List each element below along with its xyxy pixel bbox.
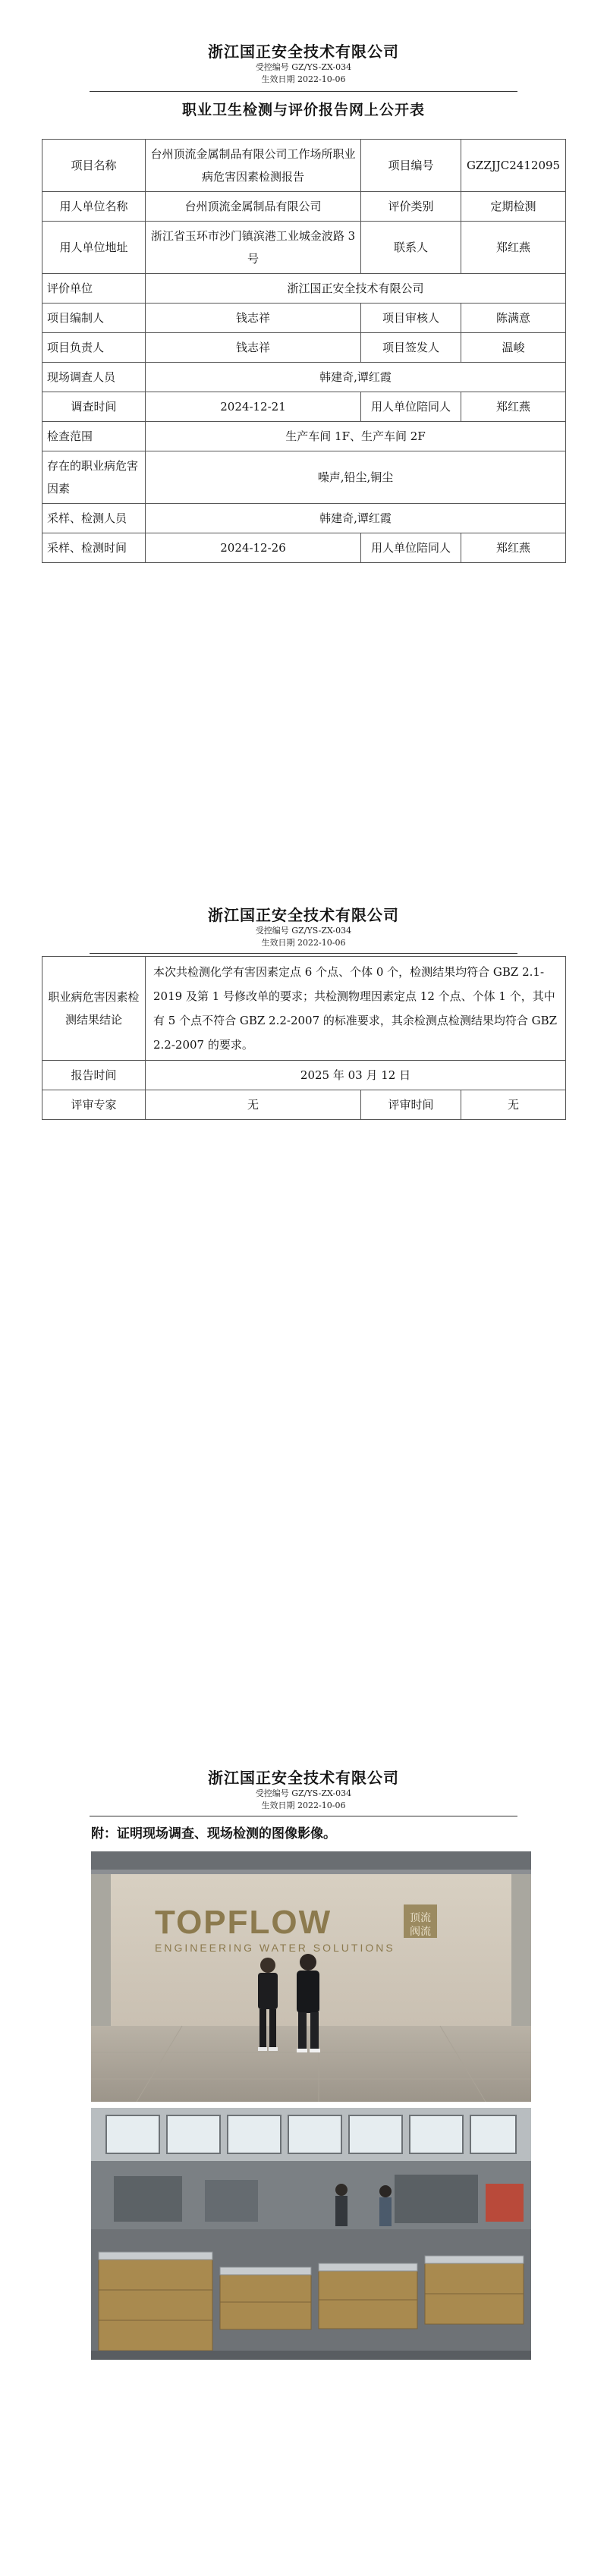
cell-value: 无 [146, 1090, 361, 1120]
cell-label: 报告时间 [42, 1061, 146, 1090]
page-2 [0, 895, 607, 1730]
table-row [42, 192, 566, 222]
lobby-photo-image [91, 1851, 531, 2102]
conclusion-table [42, 956, 566, 1120]
company-name: 浙江国正安全技术有限公司 [208, 1769, 399, 1787]
table-row [42, 274, 566, 304]
conclusion-text: 本次共检测化学有害因素定点 6 个点、个体 0 个，检测结果均符合 GBZ 2.1-2019 及第 1 号修改单的要求；共检测物理因素定点 12 个点、个体 1 个，其中有 5 个点不符合 GBZ 2.2-2007 的标准要求，其余检测点检测结果均符合 GBZ 2.2-2007 的要求。 [146, 957, 566, 1061]
table-row [42, 422, 566, 451]
cell-value: 韩建奇,谭红霞 [146, 504, 566, 533]
page-1 [0, 0, 607, 835]
document-title: 职业卫生检测与评价报告网上公开表 [181, 102, 425, 118]
page-3 [0, 1738, 607, 2576]
table-row [42, 451, 566, 504]
effective-date: 生效日期 2022-10-06 [261, 938, 346, 948]
cell-value: 温峻 [461, 333, 566, 363]
cell-value: 郑红燕 [461, 392, 566, 422]
cell-label: 联系人 [361, 222, 461, 274]
cell-label: 采样、检测人员 [42, 504, 146, 533]
logo-text: TOPFLOW [155, 1904, 332, 1941]
control-code: 受控编号 GZ/YS-ZX-034 [255, 926, 352, 936]
header-rule [90, 953, 517, 954]
header-rule [90, 91, 517, 92]
cell-value: 郑红燕 [461, 533, 566, 563]
effective-date: 生效日期 2022-10-06 [261, 1801, 346, 1810]
table-row [42, 333, 566, 363]
table-row [42, 957, 566, 1061]
cell-value: 噪声,铅尘,铜尘 [146, 451, 566, 504]
cell-value: 2024-12-26 [146, 533, 361, 563]
cell-value: 生产车间 1F、生产车间 2F [146, 422, 566, 451]
cell-label: 评审时间 [361, 1090, 461, 1120]
cell-label: 用人单位名称 [42, 192, 146, 222]
table-row [42, 363, 566, 392]
cell-label: 评价单位 [42, 274, 146, 304]
cell-label: 存在的职业病危害因素 [42, 451, 146, 504]
cell-value: 2024-12-21 [146, 392, 361, 422]
cell-label: 评审专家 [42, 1090, 146, 1120]
cell-label: 项目编制人 [42, 304, 146, 333]
cell-label: 用人单位陪同人 [361, 392, 461, 422]
control-code: 受控编号 GZ/YS-ZX-034 [255, 1788, 352, 1798]
company-name: 浙江国正安全技术有限公司 [208, 42, 399, 61]
cell-value: 浙江省玉环市沙门镇滨港工业城金波路 3 号 [146, 222, 361, 274]
cell-label: 调查时间 [42, 392, 146, 422]
cell-value: 韩建奇,谭红霞 [146, 363, 566, 392]
cell-label: 检查范围 [42, 422, 146, 451]
cell-label: 用人单位地址 [42, 222, 146, 274]
cell-value: 钱志祥 [146, 333, 361, 363]
site-photo-workshop [91, 2108, 531, 2360]
cell-value: 无 [461, 1090, 566, 1120]
page-header [0, 1766, 607, 1812]
cell-value: GZZJJC2412095 [461, 140, 566, 192]
cell-label: 用人单位陪同人 [361, 533, 461, 563]
cell-label: 采样、检测时间 [42, 533, 146, 563]
table-row [42, 304, 566, 333]
cell-label: 项目编号 [361, 140, 461, 192]
cell-label: 职业病危害因素检测结果结论 [42, 957, 146, 1061]
table-row [42, 1090, 566, 1120]
logo-cn-top: 顶流 [410, 1912, 431, 1924]
cell-value: 郑红燕 [461, 222, 566, 274]
cell-value: 台州顶流金属制品有限公司 [146, 192, 361, 222]
cell-label: 项目签发人 [361, 333, 461, 363]
cell-label: 项目负责人 [42, 333, 146, 363]
cell-value: 2025 年 03 月 12 日 [146, 1061, 566, 1090]
cell-value: 陈满意 [461, 304, 566, 333]
cell-label: 项目名称 [42, 140, 146, 192]
logo-subtext: ENGINEERING WATER SOLUTIONS [155, 1942, 395, 1954]
cell-label: 项目审核人 [361, 304, 461, 333]
attachment-caption: 附：证明现场调查、现场检测的图像影像。 [91, 1826, 336, 1842]
table-row [42, 140, 566, 192]
page-header [0, 39, 607, 86]
cell-value: 浙江国正安全技术有限公司 [146, 274, 566, 304]
cell-value: 台州顶流金属制品有限公司工作场所职业病危害因素检测报告 [146, 140, 361, 192]
table-row [42, 533, 566, 563]
effective-date: 生效日期 2022-10-06 [261, 74, 346, 84]
table-row [42, 504, 566, 533]
cell-label: 现场调查人员 [42, 363, 146, 392]
info-table [42, 139, 566, 563]
cell-label: 评价类别 [361, 192, 461, 222]
cell-value: 钱志祥 [146, 304, 361, 333]
workshop-photo-image [91, 2108, 531, 2360]
control-code: 受控编号 GZ/YS-ZX-034 [255, 62, 352, 72]
company-name: 浙江国正安全技术有限公司 [208, 906, 399, 924]
table-row [42, 1061, 566, 1090]
page-header [0, 903, 607, 949]
table-row [42, 222, 566, 274]
site-photo-lobby [91, 1851, 531, 2102]
table-row [42, 392, 566, 422]
logo-cn-bottom: 阀流 [410, 1926, 431, 1938]
cell-value: 定期检测 [461, 192, 566, 222]
